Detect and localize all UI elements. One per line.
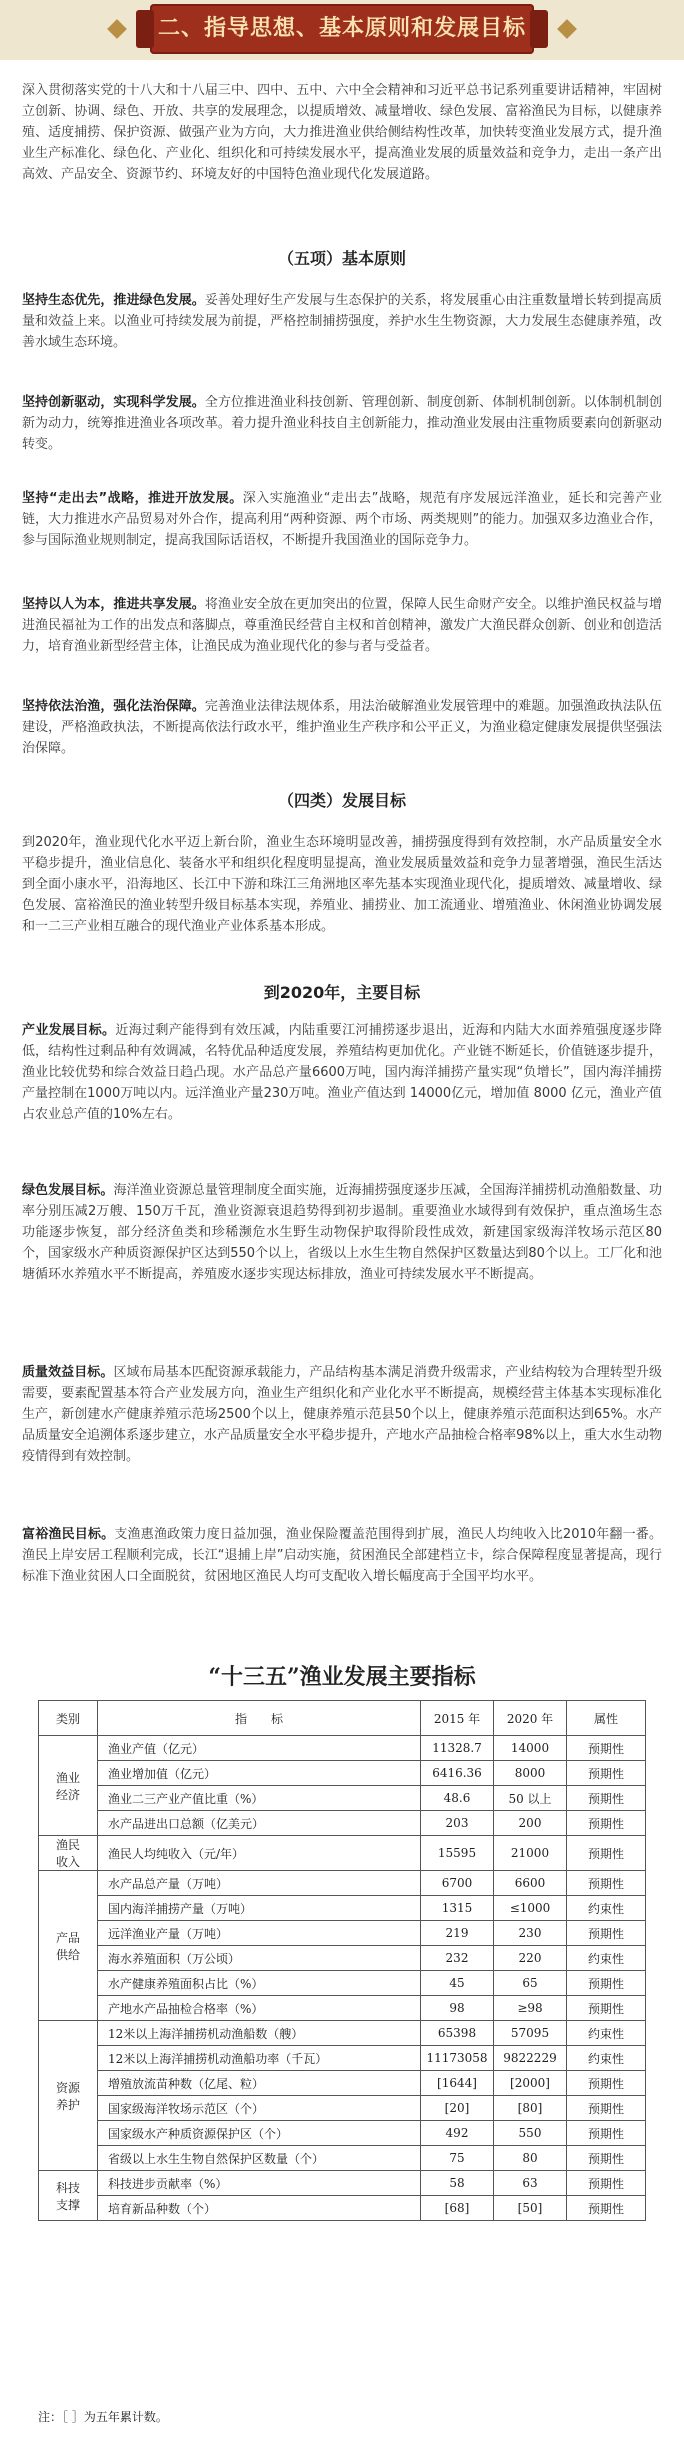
- value-2015-cell: 1315: [421, 1896, 494, 1921]
- attribute-cell: 约束性: [567, 2021, 646, 2046]
- principle-body: 深入实施渔业“走出去”战略，规范有序发展远洋渔业，延长和完善产业链，大力推进水产品贸易对外合作，提高利用“两种资源、两个市场、两类规则”的能力。加强双多边渔业合作，参与国际渔业规则制定，提高我国际话语权，不断提升我国渔业的国际竞争力。: [22, 491, 662, 548]
- attribute-cell: 预期性: [567, 1971, 646, 1996]
- table-row: [39, 1736, 646, 1761]
- table-note: 注：［ ］为五年累计数。: [38, 2410, 168, 2424]
- table-row: [39, 1836, 646, 1871]
- value-2020-cell: ≤1000: [494, 1896, 567, 1921]
- value-2015-cell: 232: [421, 1946, 494, 1971]
- value-2020-cell: 57095: [494, 2021, 567, 2046]
- indicator-cell: 产地水产品抽检合格率（%）: [98, 1996, 421, 2021]
- value-2020-cell: 65: [494, 1971, 567, 1996]
- attribute-cell: 预期性: [567, 2071, 646, 2096]
- value-2020-cell: [2000]: [494, 2071, 567, 2096]
- table-row: [39, 2071, 646, 2096]
- table-row: [39, 1971, 646, 1996]
- value-2020-cell: 21000: [494, 1836, 567, 1871]
- table-row: [39, 2171, 646, 2196]
- value-2015-cell: 65398: [421, 2021, 494, 2046]
- table-header-row: [39, 1701, 646, 1736]
- value-2015-cell: 58: [421, 2171, 494, 2196]
- attribute-cell: 预期性: [567, 1811, 646, 1836]
- indicator-cell: 培育新品种数（个）: [98, 2196, 421, 2221]
- indicator-cell: 渔业增加值（亿元）: [98, 1761, 421, 1786]
- value-2020-cell: 14000: [494, 1736, 567, 1761]
- indicator-cell: 渔业产值（亿元）: [98, 1736, 421, 1761]
- goal-head: 绿色发展目标。: [22, 1183, 114, 1198]
- value-2020-cell: 6600: [494, 1871, 567, 1896]
- principle-head: 坚持以人为本，推进共享发展。: [22, 597, 205, 612]
- table-row: [39, 1761, 646, 1786]
- category-cell: 科技 支撑: [39, 2171, 98, 2221]
- category-cell: 产品 供给: [39, 1871, 98, 2021]
- attribute-cell: 预期性: [567, 1786, 646, 1811]
- indicator-cell: 海水养殖面积（万公顷）: [98, 1946, 421, 1971]
- table-row: [39, 1786, 646, 1811]
- indicator-cell: 国内海洋捕捞产量（万吨）: [98, 1896, 421, 1921]
- principle-head: 坚持生态优先，推进绿色发展。: [22, 293, 205, 308]
- indicator-cell: 国家级海洋牧场示范区（个）: [98, 2096, 421, 2121]
- value-2020-cell: 50 以上: [494, 1786, 567, 1811]
- value-2020-cell: 550: [494, 2121, 567, 2146]
- table-row: [39, 1811, 646, 1836]
- principle-body: 完善渔业法律法规体系，用法治破解渔业发展管理中的难题。加强渔政执法队伍建设，严格渔政执法，不断提高依法行政水平，维护渔业生产秩序和公平正义，为渔业稳定健康发展提供坚强法治保障。: [22, 699, 662, 756]
- attribute-cell: 约束性: [567, 1896, 646, 1921]
- principle-body: 将渔业安全放在更加突出的位置，保障人民生命财产安全。以维护渔民权益与增进渔民福祉为工作的出发点和落脚点，尊重渔民经营自主权和首创精神，激发广大渔民群众创新、创业和创造活力，培育渔业新型经营主体，让渔民成为渔业现代化的参与者与受益者。: [22, 597, 662, 654]
- indicator-cell: 渔民人均纯收入（元/年）: [98, 1836, 421, 1871]
- header-2015: 2015 年: [421, 1701, 494, 1736]
- attribute-cell: 预期性: [567, 2121, 646, 2146]
- header-category: 类别: [39, 1701, 98, 1736]
- indicator-cell: 12米以上海洋捕捞机动渔船数（艘）: [98, 2021, 421, 2046]
- attribute-cell: 预期性: [567, 1761, 646, 1786]
- value-2020-cell: 220: [494, 1946, 567, 1971]
- category-cell: 资源 养护: [39, 2021, 98, 2171]
- table-row: [39, 1896, 646, 1921]
- category-cell: 渔民 收入: [39, 1836, 98, 1871]
- attribute-cell: 预期性: [567, 1996, 646, 2021]
- attribute-cell: 预期性: [567, 1921, 646, 1946]
- indicator-cell: 水产品总产量（万吨）: [98, 1871, 421, 1896]
- table-body: [39, 1736, 646, 2221]
- table-row: [39, 1871, 646, 1896]
- goal-head: 富裕渔民目标。: [22, 1527, 115, 1542]
- section-banner: [0, 0, 684, 60]
- indicator-cell: 12米以上海洋捕捞机动渔船功率（千瓦）: [98, 2046, 421, 2071]
- indicator-cell: 科技进步贡献率（%）: [98, 2171, 421, 2196]
- principle-body: 全方位推进渔业科技创新、管理创新、制度创新、体制机制创新。以体制机制创新为动力，统筹推进渔业各项改革。着力提升渔业科技自主创新能力，推动渔业发展由注重物质要素向创新驱动转变。: [22, 395, 662, 452]
- principle-paragraph: [22, 594, 662, 657]
- table-row: [39, 2121, 646, 2146]
- indicator-cell: 增殖放流苗种数（亿尾、粒）: [98, 2071, 421, 2096]
- goal-head: 质量效益目标。: [22, 1365, 114, 1380]
- banner-title: 二、指导思想、基本原则和发展目标: [157, 16, 526, 41]
- goal-head: 产业发展目标。: [22, 1023, 116, 1038]
- principle-paragraph: [22, 392, 662, 455]
- indicators-table: [38, 1700, 646, 2221]
- category-cell: 渔业 经济: [39, 1736, 98, 1836]
- goal-body: 近海过剩产能得到有效压减，内陆重要江河捕捞逐步退出，近海和内陆大水面养殖强度逐步降低，结构性过剩品种有效调减，名特优品种适度发展，养殖结构更加优化。产业链不断延长，价值链逐步提升，渔业比较优势和综合效益日趋凸现。水产品总产量6600万吨，国内海洋捕捞产量实现“负增长”，国内海洋捕捞产量控制在1000万吨以内。远洋渔业产量230万吨。渔业产值达到 14000亿元，增加值 8000 亿元，渔业产值占农业总产值的10%左右。: [22, 1023, 662, 1122]
- indicators-table-title: “十三五”渔业发展主要指标: [208, 1664, 476, 1690]
- principles-title: （五项）基本原则: [277, 249, 406, 268]
- value-2020-cell: 200: [494, 1811, 567, 1836]
- attribute-cell: 约束性: [567, 1946, 646, 1971]
- indicator-cell: 水产健康养殖面积占比（%）: [98, 1971, 421, 1996]
- value-2015-cell: [20]: [421, 2096, 494, 2121]
- value-2020-cell: [80]: [494, 2096, 567, 2121]
- attribute-cell: 预期性: [567, 1836, 646, 1871]
- goal-paragraph: [22, 1524, 662, 1587]
- indicator-cell: 省级以上水生生物自然保护区数量（个）: [98, 2146, 421, 2171]
- indicator-cell: 水产品进出口总额（亿美元）: [98, 1811, 421, 1836]
- table-row: [39, 2096, 646, 2121]
- principle-head: 坚持“走出去”战略，推进开放发展。: [22, 491, 243, 506]
- value-2020-cell: 80: [494, 2146, 567, 2171]
- goals-title: （四类）发展目标: [277, 791, 406, 810]
- principle-paragraph: [22, 696, 662, 759]
- goals-intro-paragraph: 到2020年，渔业现代化水平迈上新台阶，渔业生态环境明显改善，捕捞强度得到有效控制，水产品质量安全水平稳步提升，渔业信息化、装备水平和组织化程度明显提高，渔业发展质量效益和竞争力显著增强，渔民生活达到全面小康水平，沿海地区、长江中下游和珠江三角洲地区率先基本实现渔业现代化，提质增效、减量增收、绿色发展、富裕渔民的渔业转型升级目标基本实现，养殖业、捕捞业、加工流通业、增殖渔业、休闲渔业协调发展和一二三产业相互融合的现代渔业产业体系基本形成。: [22, 835, 662, 934]
- value-2015-cell: 11328.7: [421, 1736, 494, 1761]
- value-2015-cell: 98: [421, 1996, 494, 2021]
- principle-paragraph: [22, 290, 662, 353]
- indicator-cell: 国家级水产种质资源保护区（个）: [98, 2121, 421, 2146]
- value-2015-cell: 48.6: [421, 1786, 494, 1811]
- attribute-cell: 预期性: [567, 2096, 646, 2121]
- indicator-cell: 渔业二三产业产值比重（%）: [98, 1786, 421, 1811]
- value-2020-cell: ≥98: [494, 1996, 567, 2021]
- table-row: [39, 2021, 646, 2046]
- table-row: [39, 1921, 646, 1946]
- indicator-cell: 远洋渔业产量（万吨）: [98, 1921, 421, 1946]
- value-2020-cell: 8000: [494, 1761, 567, 1786]
- value-2015-cell: 15595: [421, 1836, 494, 1871]
- header-attribute: 属性: [567, 1701, 646, 1736]
- header-2020: 2020 年: [494, 1701, 567, 1736]
- attribute-cell: 预期性: [567, 1871, 646, 1896]
- value-2015-cell: 203: [421, 1811, 494, 1836]
- attribute-cell: 预期性: [567, 2196, 646, 2221]
- value-2020-cell: [50]: [494, 2196, 567, 2221]
- value-2020-cell: 9822229: [494, 2046, 567, 2071]
- value-2015-cell: 6700: [421, 1871, 494, 1896]
- goal-body: 海洋渔业资源总量管理制度全面实施，近海捕捞强度逐步压减，全国海洋捕捞机动渔船数量、功率分别压减2万艘、150万千瓦，渔业资源衰退趋势得到初步遏制。重要渔业水域得到有效保护，重点渔场生态功能逐步恢复，部分经济鱼类和珍稀濒危水生野生动物保护取得阶段性成效，新建国家级海洋牧场示范区80个，国家级水产种质资源保护区达到550个以上，省级以上水生生物自然保护区数量达到80个以上。工厂化和池塘循环水养殖水平不断提高，养殖废水逐步实现达标排放，渔业可持续发展水平不断提高。: [22, 1183, 662, 1282]
- intro-paragraph: 深入贯彻落实党的十八大和十八届三中、四中、五中、六中全会精神和习近平总书记系列重要讲话精神，牢固树立创新、协调、绿色、开放、共享的发展理念，以提质增效、减量增收、绿色发展、富裕渔民为目标，以健康养殖、适度捕捞、保护资源、做强产业为方向，大力推进渔业供给侧结构性改革，加快转变渔业发展方式，提升渔业生产标准化、绿色化、产业化、组织化和可持续发展水平，提高渔业发展的质量效益和竞争力，走出一条产出高效、产品安全、资源节约、环境友好的中国特色渔业现代化发展道路。: [22, 83, 662, 182]
- value-2015-cell: [68]: [421, 2196, 494, 2221]
- attribute-cell: 约束性: [567, 2046, 646, 2071]
- value-2015-cell: 45: [421, 1971, 494, 1996]
- principle-head: 坚持创新驱动，实现科学发展。: [22, 395, 205, 410]
- goal-body: 区域布局基本匹配资源承载能力，产品结构基本满足消费升级需求，产业结构较为合理转型升级需要，要素配置基本符合产业发展方向，渔业生产组织化和产业化水平不断提高，规模经营主体基本实现标准化生产，新创建水产健康养殖示范场2500个以上，健康养殖示范县50个以上，健康养殖示范面积达到65%。水产品质量安全追溯体系逐步建立，水产品质量安全水平稳步提升，产地水产品抽检合格率98%以上，重大水生动物疫情得到有效控制。: [22, 1365, 662, 1464]
- attribute-cell: 预期性: [567, 1736, 646, 1761]
- table-row: [39, 1996, 646, 2021]
- goal-body: 支渔惠渔政策力度日益加强，渔业保险覆盖范围得到扩展，渔民人均纯收入比2010年翻一番。渔民上岸安居工程顺利完成，长江“退捕上岸”启动实施，贫困渔民全部建档立卡，综合保障程度显著提高，现行标准下渔业贫困人口全面脱贫，贫困地区渔民人均可支配收入增长幅度高于全国平均水平。: [22, 1527, 662, 1584]
- table-row: [39, 2146, 646, 2171]
- attribute-cell: 预期性: [567, 2146, 646, 2171]
- header-indicator: 指 标: [98, 1701, 421, 1736]
- table-row: [39, 2196, 646, 2221]
- goal-paragraph: [22, 1362, 662, 1467]
- attribute-cell: 预期性: [567, 2171, 646, 2196]
- main-goals-title: 到2020年，主要目标: [263, 983, 421, 1002]
- goal-paragraph: [22, 1180, 662, 1285]
- goal-paragraph: [22, 1020, 662, 1125]
- table-row: [39, 1946, 646, 1971]
- principle-head: 坚持依法治渔，强化法治保障。: [22, 699, 205, 714]
- value-2015-cell: 492: [421, 2121, 494, 2146]
- table-row: [39, 2046, 646, 2071]
- value-2020-cell: 230: [494, 1921, 567, 1946]
- value-2015-cell: 6416.36: [421, 1761, 494, 1786]
- value-2020-cell: 63: [494, 2171, 567, 2196]
- value-2015-cell: 75: [421, 2146, 494, 2171]
- principle-body: 妥善处理好生产发展与生态保护的关系，将发展重心由注重数量增长转到提高质量和效益上来。以渔业可持续发展为前提，严格控制捕捞强度，养护水生生物资源，大力发展生态健康养殖，改善水域生态环境。: [22, 293, 662, 350]
- value-2015-cell: 219: [421, 1921, 494, 1946]
- principle-paragraph: [22, 488, 662, 551]
- value-2015-cell: 11173058: [421, 2046, 494, 2071]
- value-2015-cell: [1644]: [421, 2071, 494, 2096]
